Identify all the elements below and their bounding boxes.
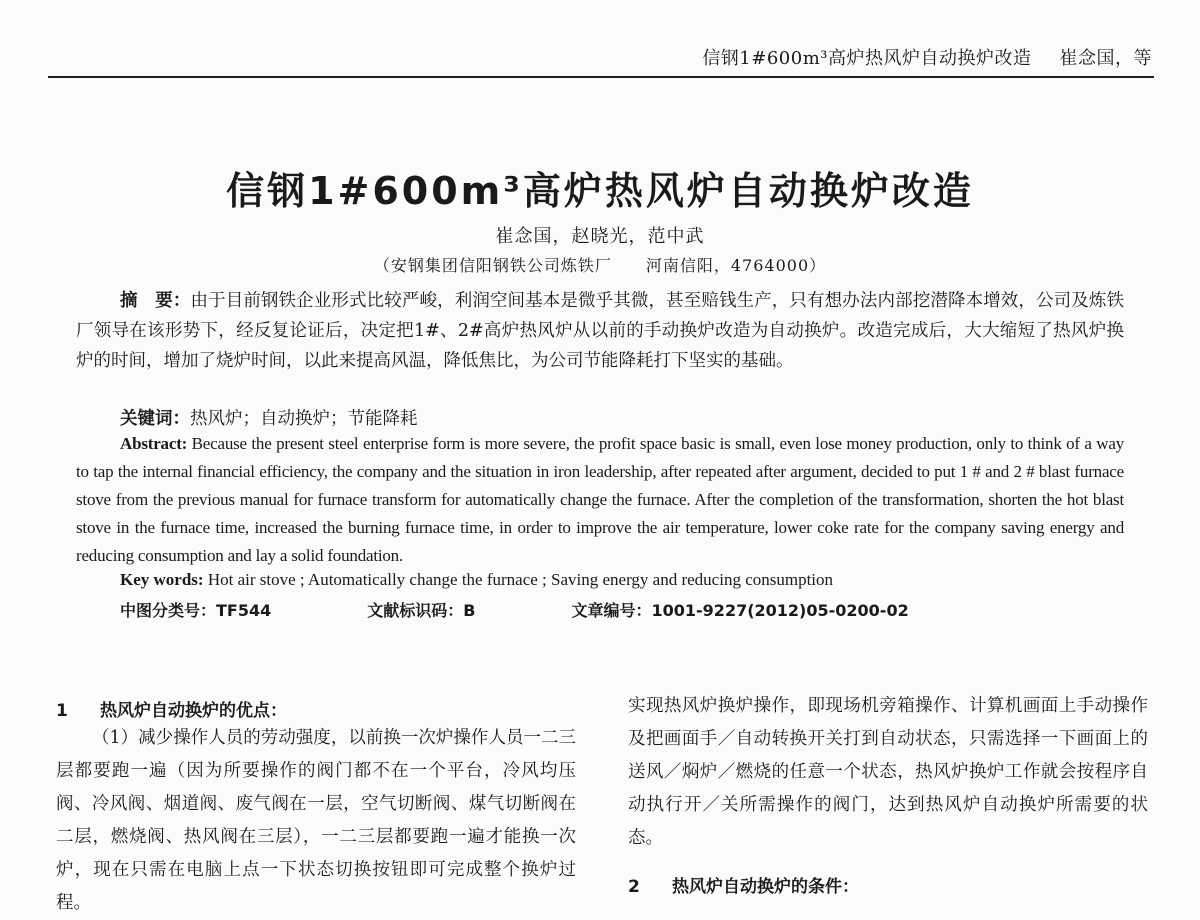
keywords-en-label: Key words: [120, 570, 204, 589]
article-title: 信钢1#600m³高炉热风炉自动换炉改造 [226, 169, 974, 213]
abstract-en-text: Because the present steel enterprise form is more severe, the profit space basic is small, even lose money production, only to think of a way to tap the internal financial efficiency, the company and the situation in iron leadership, after repeated after argument, decided to put 1 # and 2 # blast furnace stove from the previous manual for furnace transform for automatically change the furnace. After the completion of the transformation, shorten the hot blast stove in the furnace time, increased the burning furnace time, in order to improve the air temperature, lower coke rate for the company saving energy and reducing consumption and lay a solid foundation. [76, 434, 1124, 565]
section-1-number: 1 [56, 701, 68, 721]
classification-row [120, 598, 909, 621]
running-head [702, 44, 1152, 70]
clc-label: 中图分类号： [120, 601, 217, 620]
article-authors: 崔念国，赵晓光，范中武 [495, 226, 705, 247]
running-head-title: 信钢1#600m³高炉热风炉自动换炉改造 [702, 48, 1032, 69]
abstract-zh-label: 摘 要： [120, 291, 191, 311]
abstract-zh-text: 由于目前钢铁企业形式比较严峻，利润空间基本是微乎其微，甚至赔钱生产，只有想办法内部挖潜降本增效，公司及炼铁厂领导在该形势下，经反复论证后，决定把1#、2#高炉热风炉从以前的手动换炉改造为自动换炉。改造完成后，大大缩短了热风炉换炉的时间，增加了烧炉时间，以此来提高风温，降低焦比，为公司节能降耗打下坚实的基础。 [76, 291, 1125, 371]
keywords-zh-label: 关键词： [120, 409, 190, 429]
right-column-paragraph: 实现热风炉换炉操作，即现场机旁箱操作、计算机画面上手动操作及把画面手／自动转换开关打到自动状态，只需选择一下画面上的送风／焖炉／燃烧的任意一个状态，热风炉换炉工作就会按程序自动执行开／关所需操作的阀门，达到热风炉自动换炉所需要的状态。 [628, 696, 1148, 848]
header-rule [48, 76, 1154, 78]
section-2-number: 2 [628, 877, 640, 897]
keywords-zh [120, 405, 418, 430]
section-2-title: 热风炉自动换炉的条件： [672, 877, 859, 897]
clc-value: TF544 [216, 601, 272, 620]
section-1-title: 热风炉自动换炉的优点： [100, 701, 287, 721]
abstract-zh [76, 286, 1124, 376]
keywords-zh-text: 热风炉；自动换炉；节能降耗 [190, 409, 418, 429]
section-1-heading [56, 696, 287, 721]
article-affiliation: （安钢集团信阳钢铁公司炼铁厂 河南信阳，4764000） [373, 256, 827, 275]
doc-code-label: 文献标识码： [367, 601, 464, 620]
keywords-en-text: Hot air stove ; Automatically change the furnace ; Saving energy and reducing consumption [207, 570, 834, 589]
article-no-label: 文章编号： [571, 601, 652, 620]
article-no-value: 1001-9227(2012)05-0200-02 [651, 601, 909, 620]
section-2-heading [628, 872, 859, 897]
abstract-en [76, 430, 1124, 570]
doc-code-value: B [463, 601, 476, 620]
abstract-en-label: Abstract: [120, 434, 188, 453]
section-1-paragraph: （1）减少操作人员的劳动强度，以前换一次炉操作人员一二三层都要跑一遍（因为所要操作的阀门都不在一个平台，冷风均压阀、冷风阀、烟道阀、废气阀在一层，空气切断阀、煤气切断阀在二层，燃烧阀、热风阀在三层），一二三层都要跑一遍才能换一次炉，现在只需在电脑上点一下状态切换按钮即可完成整个换炉过程。 [56, 728, 576, 913]
keywords-en [120, 570, 833, 590]
running-head-authors: 崔念国，等 [1059, 48, 1152, 69]
